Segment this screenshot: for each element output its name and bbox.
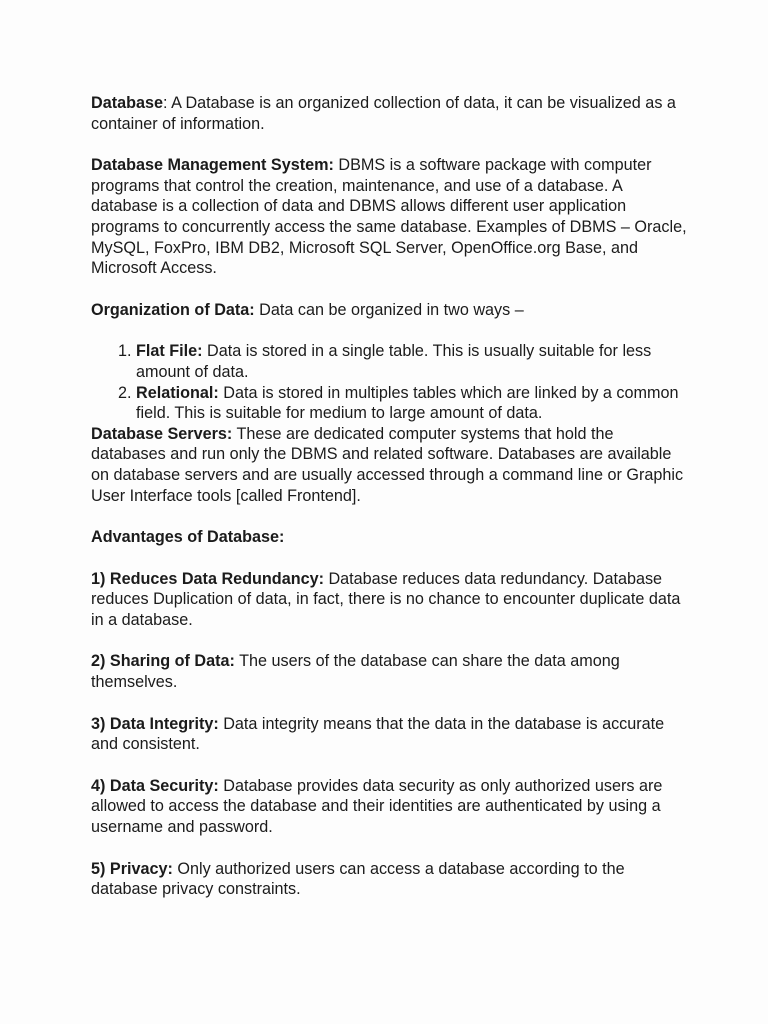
document-page <box>91 93 691 900</box>
advantage-text: Database provides data security as only authorized users are allowed to access the database and their identities are authenticated by using a username and password. <box>91 776 663 837</box>
list-item-relational <box>136 383 691 424</box>
list-item-flat-file <box>136 341 691 382</box>
advantages-heading <box>91 527 691 548</box>
advantage-item <box>91 776 691 838</box>
advantage-text: Database reduces data redundancy. Database reduces Duplication of data, in fact, there is no chance to encounter duplicate data in a database. <box>91 569 681 629</box>
advantage-term: 1) Reduces Data Redundancy: <box>91 569 324 588</box>
advantage-term: 2) Sharing of Data: <box>91 652 235 671</box>
organization-list <box>91 341 691 423</box>
flat-file-text: Data is stored in a single table. This is usually suitable for less amount of data. <box>136 342 652 381</box>
organization-term: Organization of Data: <box>91 300 255 319</box>
servers-term: Database Servers: <box>91 424 233 443</box>
organization-definition <box>91 300 691 321</box>
advantage-item <box>91 651 691 692</box>
advantage-text: Only authorized users can access a database according to the database privacy constraints. <box>91 859 625 899</box>
advantage-term: 3) Data Integrity: <box>91 714 219 733</box>
database-definition <box>91 93 691 134</box>
servers-text: These are dedicated computer systems that hold the databases and run only the DBMS and related software. Databases are available on database servers and are usually accessed through a command line or Graphic User Interface tools [called Frontend]. <box>91 424 684 505</box>
organization-text: Data can be organized in two ways – <box>254 300 524 319</box>
dbms-text: DBMS is a software package with computer programs that control the creation, maintenance, and use of a database. A database is a collection of data and DBMS allows different user application programs to concurrently access the same database. Examples of DBMS – Oracle, MySQL, FoxPro, IBM DB2, Microsoft SQL Server, OpenOffice.org Base, and Microsoft Access. <box>91 156 687 278</box>
advantage-text: The users of the database can share the data among themselves. <box>91 652 620 692</box>
servers-definition <box>91 424 691 506</box>
advantage-term: 4) Data Security: <box>91 776 219 795</box>
dbms-term: Database Management System: <box>91 156 334 175</box>
dbms-definition <box>91 155 691 279</box>
database-text: : A Database is an organized collection of data, it can be visualized as a container of information. <box>91 94 676 133</box>
advantage-item <box>91 569 691 631</box>
relational-text: Data is stored in multiples tables which are linked by a common field. This is suitable for medium to large amount of data. <box>136 383 679 423</box>
advantage-item <box>91 714 691 755</box>
flat-file-term: Flat File: <box>136 342 203 361</box>
relational-term: Relational: <box>136 383 219 402</box>
advantage-text: Data integrity means that the data in the database is accurate and consistent. <box>91 714 665 754</box>
advantage-item <box>91 859 691 900</box>
database-term: Database <box>91 94 163 112</box>
advantages-heading-text: Advantages of Database: <box>91 528 285 547</box>
advantage-term: 5) Privacy: <box>91 859 173 878</box>
